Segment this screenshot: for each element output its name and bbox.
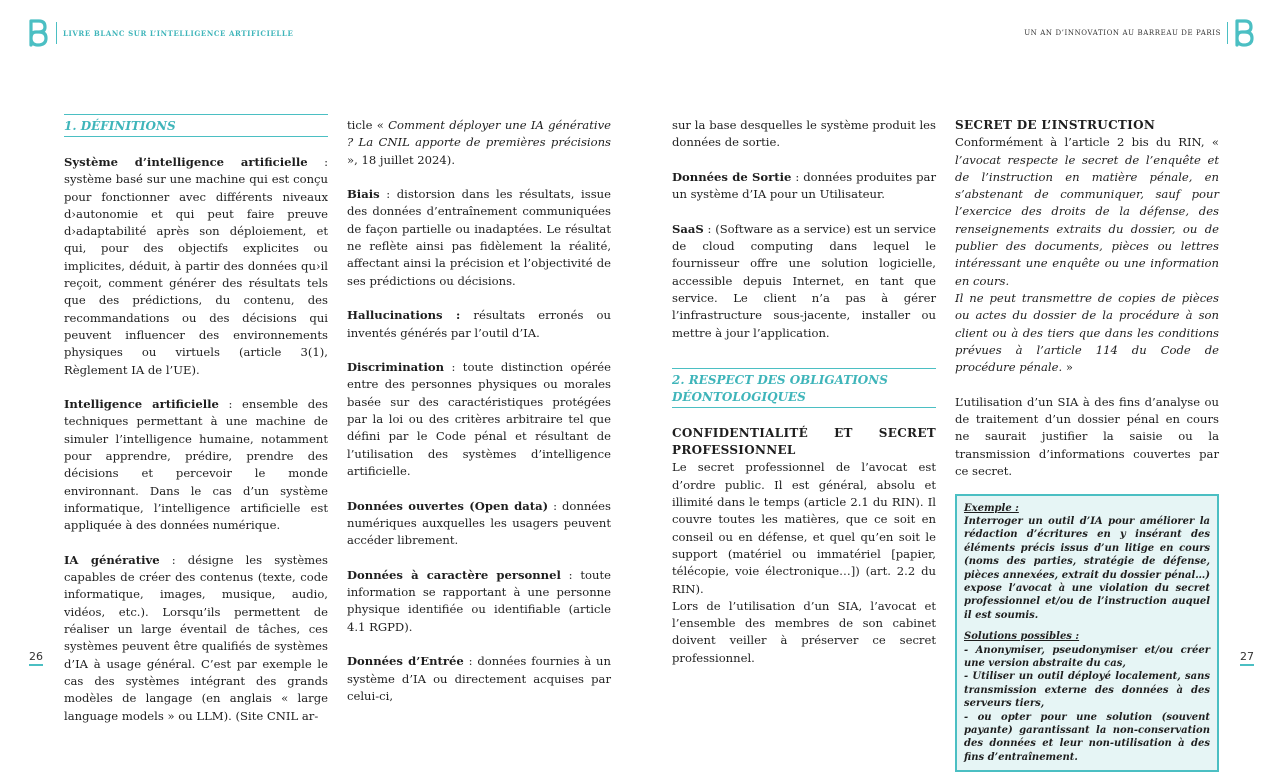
section-title-definitions: 1. DÉFINITIONS (64, 114, 328, 137)
citation-continued (347, 117, 611, 169)
definition-donnees-entree (347, 653, 611, 705)
paragraph-rin-quote (955, 134, 1219, 290)
definition-term: Données d’Entrée (347, 654, 464, 669)
definition-donnees-sortie (672, 169, 936, 204)
definition-term: Intelligence artificielle (64, 397, 219, 412)
column-2 (347, 117, 611, 722)
definition-text: : données numériques auxquelles les usagers peuvent accéder librement. (347, 498, 611, 548)
column-3 (672, 117, 936, 667)
header-right-title: UN AN D’INNOVATION AU BARREAU DE PARIS (1024, 29, 1221, 37)
paragraph-rin-quote-2 (955, 290, 1219, 376)
solution-item: - Anonymiser, pseudonymiser et/ou créer une version abstraite du cas, (964, 644, 1210, 669)
example-text: Interroger un outil d’IA pour améliorer la rédaction d’écritures en y insérant des éléments précis issus d’un litige en cours (noms des parties, stratégie de défense, pièces annexées, extrait du dossier pénal…) expose l’avocat à une violation du secret professionnel et/ou de l’instruction auquel il est soumis. (964, 515, 1210, 621)
page-number-left: 26 (29, 650, 43, 666)
page-number-right: 27 (1240, 650, 1254, 666)
quote-close: » (1062, 360, 1073, 375)
definition-donnees-personnelles (347, 567, 611, 636)
paragraph-sia-penal: L’utilisation d’un SIA à des fins d’analyse ou de traitement d’un dossier pénal en cours ne saurait justifier la saisie ou la transmission d’informations couvertes par ce secret. (955, 394, 1219, 478)
solution-item: - ou opter pour une solution (souvent payante) garantissant la non-conservation des données et leur non-utilisation à des fins d’entraînement. (964, 711, 1210, 763)
subheading-confidentialite: CONFIDENTIALITÉ ET SECRET PROFESSIONNEL (672, 425, 936, 458)
citation-text: ticle « (347, 118, 389, 132)
subheading-secret-instruction: SECRET DE L’INSTRUCTION (955, 118, 1156, 132)
definition-term: Système d’intelligence artificielle (64, 155, 308, 169)
barreau-logo-icon (28, 18, 50, 48)
definition-saas (672, 221, 936, 342)
definition-text: : distorsion dans les résultats, issue des données d’entraînement communiquées de façon partielle ou inadaptées. Le résultat ne reflète ainsi pas fidèlement la réalité, affectant ainsi la précision et l’objectivité de ses prédictions ou décisions. (347, 187, 611, 288)
paragraph-sia-secret: Lors de l’utilisation d’un SIA, l’avocat et l’ensemble des membres de son cabinet doivent veiller à préserver ce secret professionnel. (672, 598, 936, 665)
definition-biais (347, 186, 611, 290)
definition-discrimination (347, 359, 611, 480)
column-4 (955, 117, 1219, 772)
quote-text: Il ne peut transmettre de copies de pièces ou actes du dossier de la procédure à son client ou à des tiers que dans les conditions prévues à l’article 114 du Code de procédure pénale. (955, 290, 1219, 375)
definition-term: Biais (347, 187, 380, 202)
definition-term: Données de Sortie (672, 169, 792, 184)
definition-term: IA générative (64, 552, 160, 567)
definition-term: Discrimination (347, 360, 445, 375)
example-box (955, 494, 1219, 772)
definition-hallucinations (347, 307, 611, 342)
citation-text: », 18 juillet 2024). (347, 152, 456, 167)
section-title-obligations: 2. RESPECT DES OBLIGATIONS DÉONTOLOGIQUES (672, 368, 936, 408)
definition-text: : désigne les systèmes capables de créer des contenus (texte, code informatique, images, musique, audio, vidéos, etc.). Lorsqu’ils permettent de réaliser un large éventail de tâches, ces systèmes peuvent être qualifiés de systèmes d’IA à usage général. C’est par exemple le cas des systèmes intégrant des grands modèles de langage (en anglais « large language models » ou LLM). (Site CNIL ar- (64, 552, 328, 723)
definition-text: : (Software as a service) est un service de cloud computing dans lequel le fournisseur offre une solution logicielle, accessible depuis Internet, en tant que service. Le client n’a pas à gérer l’infrastructure sous-jacente, installer ou mettre à jour l’application. (672, 221, 936, 340)
quote-text: l’avocat respecte le secret de l’enquête et de l’instruction en matière pénale, en s’abstenant de communiquer, sauf pour l’exercice des droits de la défense, des renseignements extraits du dossier, ou de publier des documents, pièces ou lettres intéressant une enquête ou une information en cours. (955, 152, 1219, 288)
definition-continued: sur la base desquelles le système produit les données de sortie. (672, 118, 936, 150)
example-label: Exemple : (964, 502, 1019, 514)
definition-text: résultats erronés ou inventés générés par l’outil d’IA. (347, 308, 612, 340)
header-divider (56, 22, 57, 44)
definition-ia-generative (64, 552, 328, 725)
quote-intro: Conformément à l’article 2 bis du RIN, « (955, 135, 1219, 150)
definition-term: Hallucinations : (347, 308, 461, 323)
definition-open-data (347, 498, 611, 550)
definition-text: : toute information se rapportant à une personne physique identifiée ou identifiable (article 4.1 RGPD). (347, 567, 611, 634)
definition-text: : système basé sur une machine qui est conçu pour fonctionner avec différents niveaux d›autonomie et qui peut faire preuve d›adaptabilité après son déploiement, et qui, pour des objectifs explicites ou implicites, déduit, à partir des données qu›il reçoit, comment générer des résultats tels que des prédictions, du contenu, des recommandations ou des décisions qui peuvent influencer des environnements physiques ou virtuels (article 3(1), Règlement IA de l’UE). (64, 155, 329, 377)
header-left-title: LIVRE BLANC SUR L’INTELLIGENCE ARTIFICIELLE (63, 28, 294, 38)
solution-item: - Utiliser un outil déployé localement, sans transmission externe des données à des serveurs tiers, (964, 671, 1210, 710)
definition-text: : données produites par un système d’IA pour un Utilisateur. (672, 169, 936, 202)
header-divider (1227, 22, 1228, 44)
definition-term: Données ouvertes (Open data) (347, 498, 549, 513)
definition-text: : données fournies à un système d’IA ou directement acquises par celui-ci, (347, 654, 611, 703)
paragraph-secret-professionnel: Le secret professionnel de l’avocat est d’ordre public. Il est général, absolu et illimité dans le temps (article 2.1 du RIN). Il couvre toutes les matières, que ce soit en conseil ou en défense, et quel qu’en soit le support (matériel ou immatériel [papier, télécopie, voie électronique…]) (art. 2.2 du RIN). (672, 460, 936, 596)
definition-sia (64, 154, 328, 379)
header-right (1024, 18, 1256, 48)
solutions-label: Solutions possibles : (964, 631, 1080, 643)
definition-text: : toute distinction opérée entre des personnes physiques ou morales basée sur des caractéristiques protégées par la loi ou des critères arbitraire tel que défini par le Code pénal et résultant de l’utilisation des systèmes d’intelligence artificielle. (347, 360, 611, 478)
definition-term: Données à caractère personnel (347, 567, 561, 582)
definition-ia (64, 396, 328, 534)
definition-term: SaaS (672, 221, 704, 236)
definition-text: : ensemble des techniques permettant à une machine de simuler l’intelligence humaine, notamment pour apprendre, prédire, prendre des décisions et percevoir le monde environnant. Dans le cas d’un système informatique, l’intelligence artificielle est appliquée à des données numérique. (64, 397, 328, 533)
barreau-logo-icon (1234, 18, 1256, 48)
column-1 (64, 114, 328, 742)
header-left (28, 18, 293, 48)
citation-title: Comment déployer une IA générative ? La CNIL apporte de premières précisions (347, 118, 611, 150)
